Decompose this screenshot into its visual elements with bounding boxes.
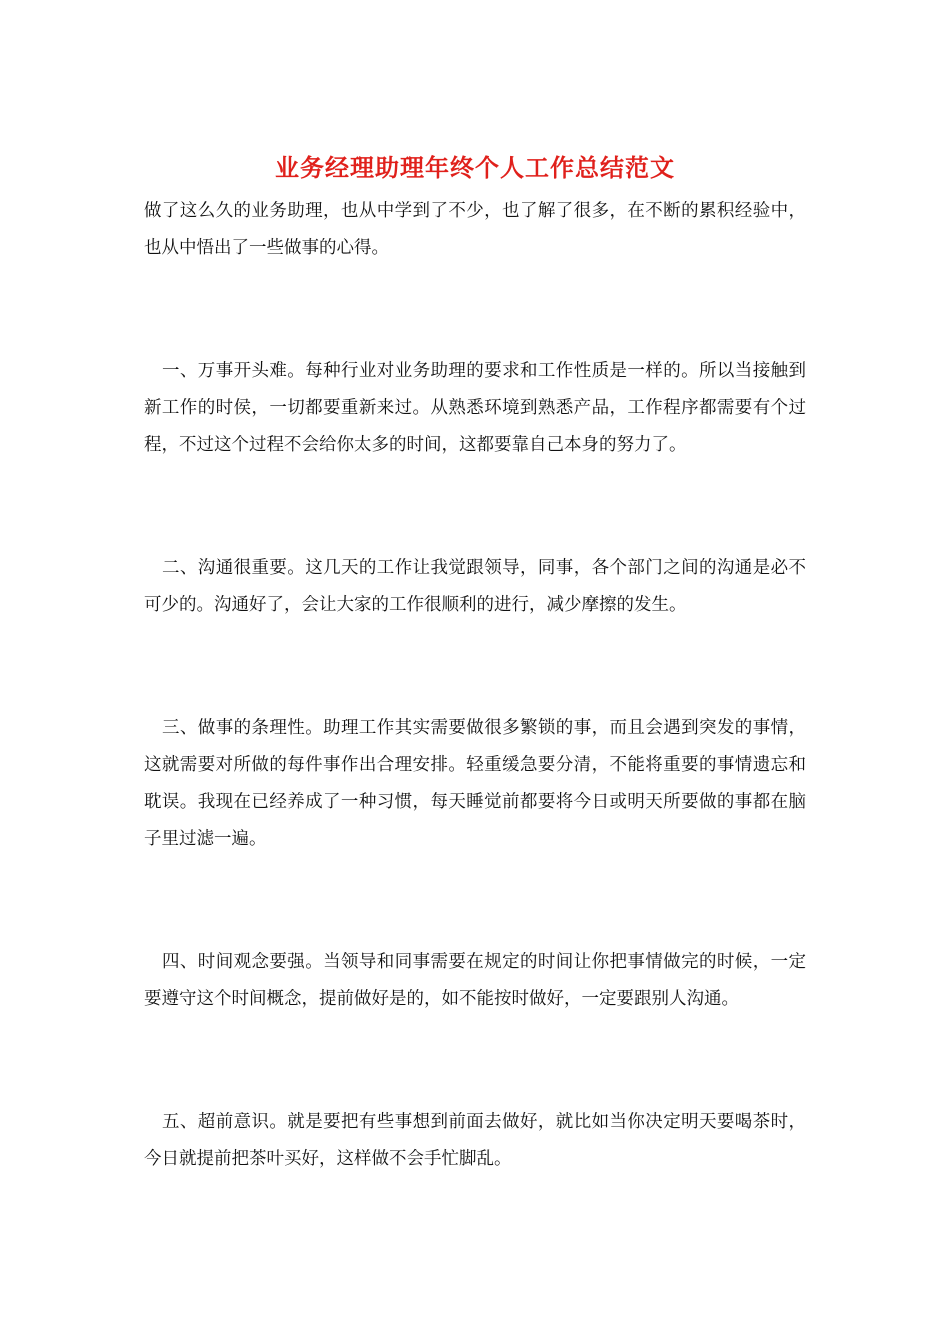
document-body bbox=[144, 193, 806, 1178]
paragraph-point-3: 三、做事的条理性。助理工作其实需要做很多繁锁的事，而且会遇到突发的事情，这就需要对所做的每件事作出合理安排。轻重缓急要分清，不能将重要的事情遗忘和耽误。我现在已经养成了一种习惯，每天睡觉前都要将今日或明天所要做的事都在脑子里过滤一遍。 bbox=[144, 718, 806, 849]
document-title: 业务经理助理年终个人工作总结范文 bbox=[275, 153, 675, 182]
paragraph-point-2: 二、沟通很重要。这几天的工作让我觉跟领导，同事，各个部门之间的沟通是必不可少的。沟通好了，会让大家的工作很顺利的进行，减少摩擦的发生。 bbox=[144, 558, 806, 615]
paragraph-intro: 做了这么久的业务助理，也从中学到了不少，也了解了很多，在不断的累积经验中，也从中悟出了一些做事的心得。 bbox=[144, 201, 806, 258]
paragraph-point-4: 四、时间观念要强。当领导和同事需要在规定的时间让你把事情做完的时候，一定要遵守这个时间概念，提前做好是的，如不能按时做好，一定要跟别人沟通。 bbox=[144, 952, 806, 1009]
paragraph-point-5: 五、超前意识。就是要把有些事想到前面去做好，就比如当你决定明天要喝茶时，今日就提前把茶叶买好，这样做不会手忙脚乱。 bbox=[144, 1112, 806, 1169]
paragraph-point-1: 一、万事开头难。每种行业对业务助理的要求和工作性质是一样的。所以当接触到新工作的时侯，一切都要重新来过。从熟悉环境到熟悉产品，工作程序都需要有个过程，不过这个过程不会给你太多的时间，这都要靠自己本身的努力了。 bbox=[144, 361, 806, 455]
